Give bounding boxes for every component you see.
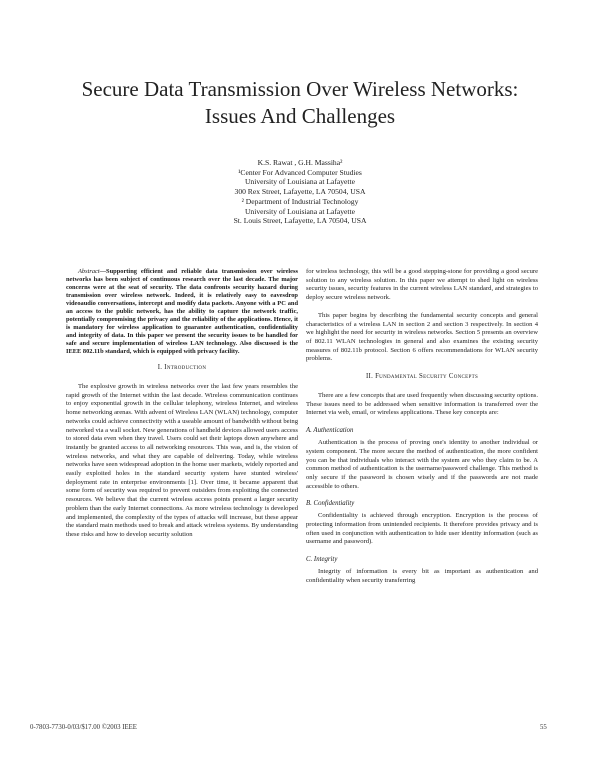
body-paragraph: for wireless technology, this will be a good stepping-stone for providing a good secure solution to any wireless solution. In this paper we attempt to shed light on wireless security issues, security features in the current wireless LAN standard, and strategies to deploy secure wireless network. bbox=[306, 268, 538, 302]
right-column bbox=[306, 268, 538, 595]
subsection-heading-confidentiality: B. Confidentiality bbox=[306, 500, 355, 508]
title-line-2: Issues And Challenges bbox=[204, 104, 396, 128]
section-heading-introduction: I. Introduction bbox=[157, 364, 207, 371]
body-paragraph: There are a few concepts that are used frequently when discussing security options. These issues need to be addressed when sensitive information is transferred over the Internet via web, email, or wireless applications. These key concepts are: bbox=[306, 392, 538, 417]
footer-copyright: 0-7803-7730-0/03/$17.00 ©2003 IEEE bbox=[30, 724, 137, 731]
page-number: 55 bbox=[540, 724, 547, 731]
affiliation-line: ¹Center For Advanced Computer Studies bbox=[238, 167, 362, 177]
affiliation-line: St. Louis Street, Lafayette, LA 70504, USA bbox=[233, 216, 367, 226]
body-paragraph: Integrity of information is every bit as important as authentication and confidentiality when security transferring bbox=[306, 568, 538, 584]
author-names: K.S. Rawat , G.H. Massiha² bbox=[257, 158, 343, 167]
section-heading-security-concepts: II. Fundamental Security Concepts bbox=[365, 373, 479, 381]
title-line-1: Secure Data Transmission Over Wireless Networks: bbox=[81, 77, 519, 101]
body-paragraph: This paper begins by describing the fundamental security concepts and general characteristics of a wireless LAN in section 2 and section 3 respectively. In section 4 we highlight the need for security in wireless networks. Section 5 presents an overview of 802.11 WLAN technologies in general and also examines the existing security measures of 802.11b protocol. Section 6 offers recommendations for WLAN security problems. bbox=[306, 311, 538, 363]
author-block bbox=[150, 158, 450, 226]
affiliation-line: ² Department of Industrial Technology bbox=[241, 196, 359, 206]
affiliation-line: 300 Rex Street, Lafayette, LA 70504, USA bbox=[234, 187, 366, 197]
subsection-heading-integrity: C. Integrity bbox=[306, 556, 338, 564]
affiliation-line: University of Louisiana at Lafayette bbox=[244, 177, 356, 187]
subsection-heading-authentication: A. Authentication bbox=[306, 427, 354, 435]
abstract-body: —Supporting efficient and reliable data transmission over wireless networks has been subject of continuous research over the last decade. The major concerns were at the seat of security. The data confronts security hazard during transmission over wireless network. Indeed, it is relatively easy to eavesdrop videoaudio conversations, intercept and modify data packets. Anyone with a PC and an access to the public network, has the ability to capture the network traffic, potentially compromising the privacy and the reliability of the applications. Hence, it is mandatory for wireless application to guarantee authentication, confidentiality and integrity of data. In this paper we present the security issues to be handled for safe and secure implementation of wireless LAN technology. Also discussed is the IEEE 802.11b standard, which is equipped with privacy facility. bbox=[66, 268, 298, 355]
affiliation-line: University of Louisiana at Lafayette bbox=[244, 206, 356, 216]
abstract-lead: Abstract bbox=[78, 268, 100, 275]
introduction-paragraph: The explosive growth in wireless networks over the last few years resembles the rapid growth of the Internet within the last decade. Wireless communication continues to enjoy exponential growth in the cellular telephony, wireless Internet, and wireless home networking arenas. With advent of Wireless LAN (WLAN) technology, computer networks could achieve connectivity with a useable amount of bandwidth without being networked via a wall socket. New generations of handheld devices allowed users access to stored data even when they travel. Users could set their laptops down anywhere and instantly be granted access to all networking resources. This was, and is, the vision of wireless networks, and what they are capable of delivering. Today, while wireless networks have seen widespread adoption in the home user markets, widely reported and easily exploited holes in the standard security system have stunted wireless' deployment rate in enterprise environments [1]. Over time, it became apparent that some form of security was required to prevent outsiders from exploiting the connected resources. We believe that the current wireless access points present a larger security problem than the early Internet connections. As more wireless technology is developed and implemented, the complexity of the types of attacks will increase, but these appear the standard main methods used to break and attack wireless systems. By understanding these risks and how to develop security solution bbox=[66, 383, 299, 538]
paper-title bbox=[30, 76, 570, 130]
abstract bbox=[66, 268, 298, 356]
body-paragraph: Confidentiality is achieved through encryption. Encryption is the process of protecting information from unintended recipients. It therefore provides privacy and is often used in conjunction with authentication to hide user identity information (such as username and password). bbox=[306, 512, 538, 546]
body-paragraph: Authentication is the process of proving one's identity to another individual or system component. The more secure the method of authentication, the more confident you can be that individuals who interact with the system are who they claim to be. A common method of authentication is the username/password challenge. This method is only secure if the password is chosen wisely and if the passwords are not made accessible to others. bbox=[306, 439, 538, 490]
left-column bbox=[66, 268, 298, 549]
